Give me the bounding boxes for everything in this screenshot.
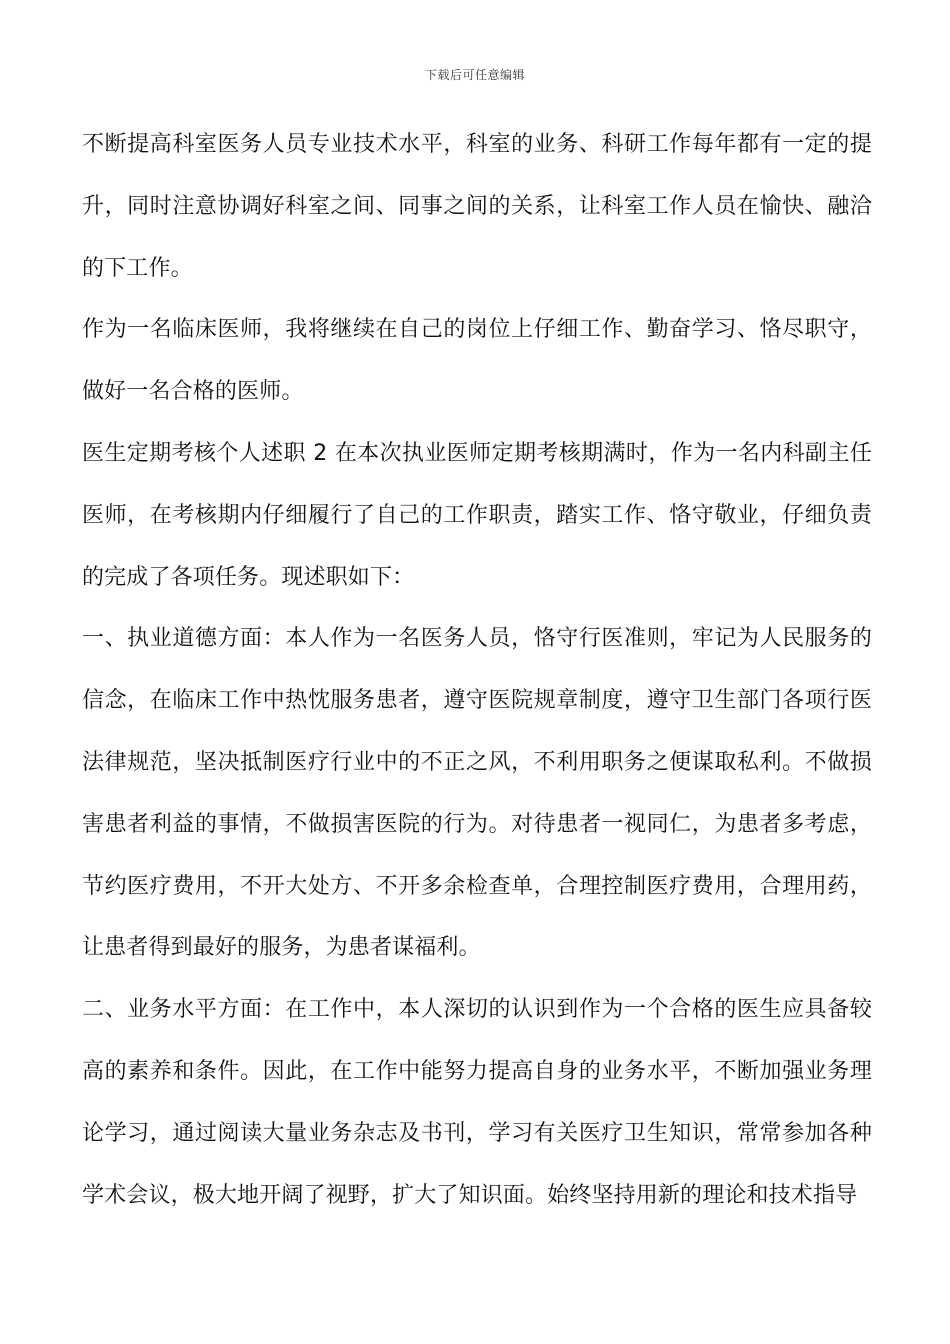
paragraph-1: 不断提高科室医务人员专业技术水平，科室的业务、科研工作每年都有一定的提升，同时注意协调好科室之间、同事之间的关系，让科室工作人员在愉快、融洽的下工作。 — [82, 132, 872, 281]
paragraph-3: 医生定期考核个人述职 2 在本次执业医师定期考核期满时，作为一名内科副主任医师，在考核期内仔细履行了自己的工作职责，踏实工作、恪守敬业，仔细负责的完成了各项任务。现述职如下： — [82, 440, 872, 590]
paragraph-2: 作为一名临床医师，我将继续在自己的岗位上仔细工作、勤奋学习、恪尽职守，做好一名合格的医师。 — [82, 317, 872, 405]
document-body — [82, 114, 872, 1226]
page-header: 下载后可任意编辑 — [424, 68, 525, 82]
paragraph-5: 二、业务水平方面：在工作中，本人深切的认识到作为一个合格的医生应具备较高的素养和条件。因此，在工作中能努力提高自身的业务水平，不断加强业务理论学习，通过阅读大量业务杂志及书刊，学习有关医疗卫生知识，常常参加各种学术会议，极大地开阔了视野，扩大了知识面。始终坚持用新的理论和技术指导 — [82, 997, 872, 1208]
paragraph-4: 一、执业道德方面：本人作为一名医务人员，恪守行医准则，牢记为人民服务的信念，在临床工作中热忱服务患者，遵守医院规章制度，遵守卫生部门各项行医法律规范，坚决抵制医疗行业中的不正之风，不利用职务之便谋取私利。不做损害患者利益的事情，不做损害医院的行为。对待患者一视同仁，为患者多考虑，节约医疗费用，不开大处方、不开多余检查单，合理控制医疗费用，合理用药，让患者得到最好的服务，为患者谋福利。 — [82, 626, 872, 961]
